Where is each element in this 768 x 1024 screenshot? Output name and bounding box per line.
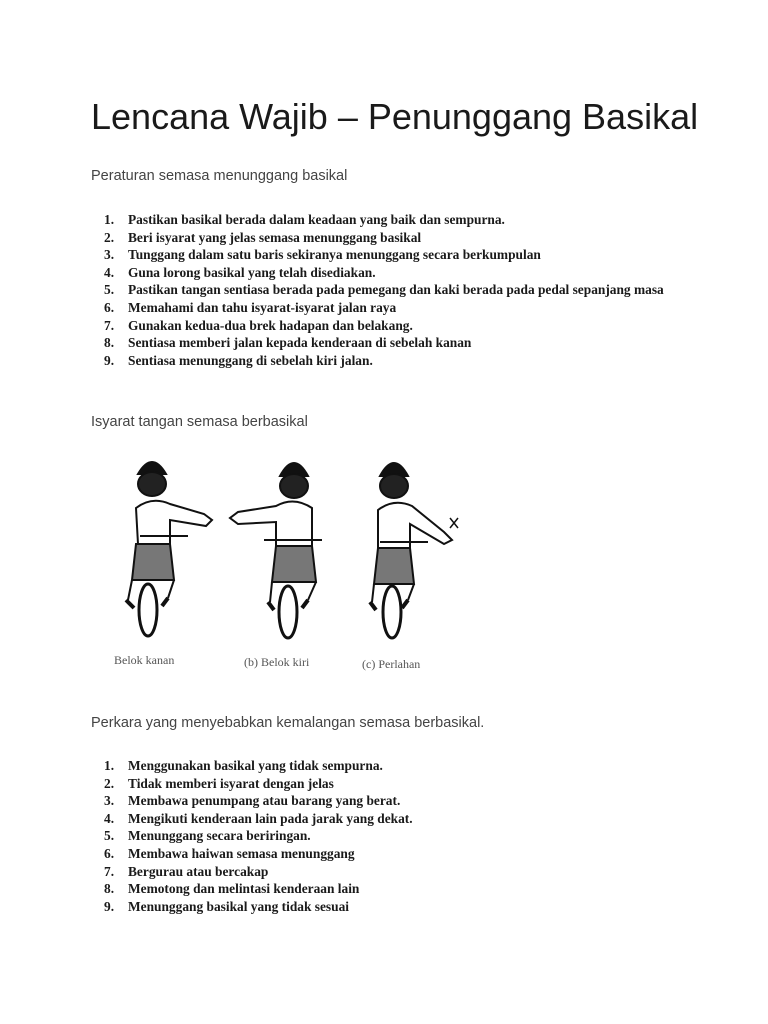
caption-left-turn: (b) Belok kiri xyxy=(244,655,310,669)
list-item: 9. Sentiasa menunggang di sebelah kiri jalan. xyxy=(104,352,373,368)
hand-signals-figure xyxy=(108,448,468,678)
list-item: 2. Tidak memberi isyarat dengan jelas xyxy=(104,775,334,791)
caption-right-turn: Belok kanan xyxy=(114,653,175,667)
list-item: 1. Menggunakan basikal yang tidak sempurna. xyxy=(104,758,383,773)
list-item: 3. Tunggang dalam satu baris sekiranya menunggang secara berkumpulan xyxy=(104,247,541,263)
page-title: Lencana Wajib – Penunggang Basikal xyxy=(91,96,699,137)
section-heading-hand-signals: Isyarat tangan semasa berbasikal xyxy=(91,414,308,430)
list-item: 7. Gunakan kedua-dua brek hadapan dan belakang. xyxy=(104,317,413,333)
cyclist-right-turn-icon xyxy=(126,462,212,636)
caption-slow-down: (c) Perlahan xyxy=(362,657,421,671)
cyclist-left-turn-icon xyxy=(230,463,322,638)
list-item: 1. Pastikan basikal berada dalam keadaan yang baik dan sempurna. xyxy=(104,212,505,227)
list-item: 6. Memahami dan tahu isyarat-isyarat jalan raya xyxy=(104,299,397,315)
section-heading-accident-causes: Perkara yang menyebabkan kemalangan semasa berbasikal. xyxy=(91,715,485,731)
list-item: 6. Membawa haiwan semasa menunggang xyxy=(104,845,355,861)
list-item: 4. Mengikuti kenderaan lain pada jarak yang dekat. xyxy=(104,810,413,826)
section-heading-rules: Peraturan semasa menunggang basikal xyxy=(91,168,348,184)
list-item: 9. Menunggang basikal yang tidak sesuai xyxy=(104,898,350,914)
list-item: 5. Pastikan tangan sentiasa berada pada pemegang dan kaki berada pada pedal sepanjang masa xyxy=(104,282,664,298)
list-item: 3. Membawa penumpang atau barang yang berat. xyxy=(104,793,401,809)
list-item: 7. Bergurau atau bercakap xyxy=(104,863,269,879)
list-item: 5. Menunggang secara beriringan. xyxy=(104,828,311,844)
list-item: 2. Beri isyarat yang jelas semasa menunggang basikal xyxy=(104,229,422,245)
list-item: 8. Sentiasa memberi jalan kepada kenderaan di sebelah kanan xyxy=(104,335,472,351)
cyclist-slow-down-icon xyxy=(370,463,458,638)
list-item: 8. Memotong dan melintasi kenderaan lain xyxy=(104,881,360,897)
accident-causes-list xyxy=(96,757,696,915)
rules-list xyxy=(96,211,696,369)
list-item: 4. Guna lorong basikal yang telah disediakan. xyxy=(104,264,376,280)
